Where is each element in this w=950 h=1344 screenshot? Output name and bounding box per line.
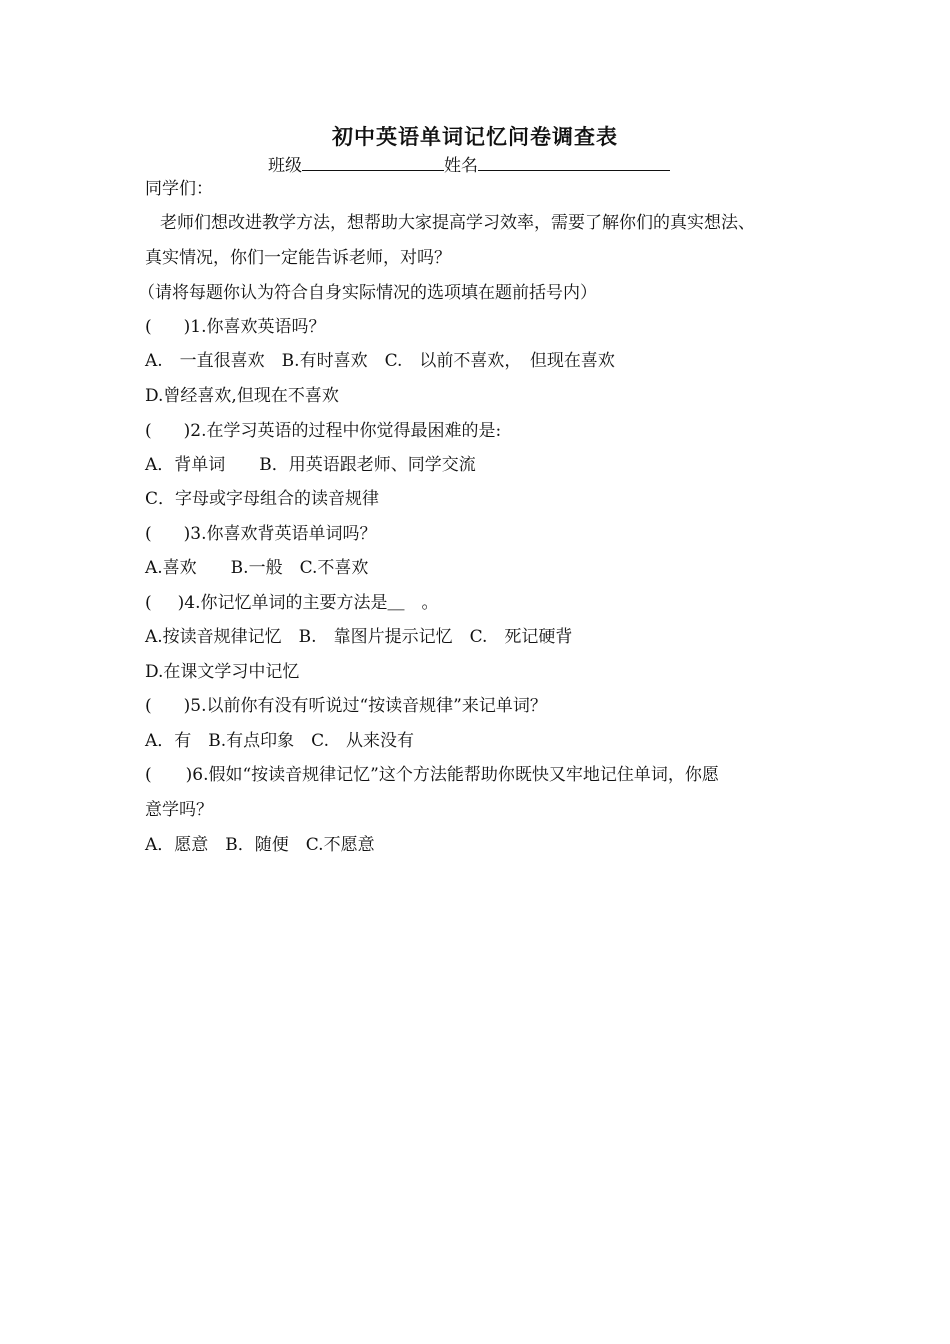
question-2 bbox=[145, 420, 501, 442]
question-4 bbox=[145, 592, 439, 614]
question-6-text-line-2: 意学吗？ bbox=[145, 800, 213, 820]
question-2-options-1: A．背单词 B．用英语跟老师、同学交流 bbox=[145, 455, 476, 475]
page-title: 初中英语单词记忆问卷调查表 bbox=[332, 124, 618, 149]
question-text: )5.以前你有没有听说过“按读音规律”来记单词？ bbox=[183, 696, 547, 716]
intro-line-2: 真实情况，你们一定能告诉老师，对吗？ bbox=[145, 248, 451, 268]
class-label: 班级 bbox=[268, 156, 302, 176]
question-6 bbox=[145, 764, 719, 786]
question-1-options-2: D.曾经喜欢,但现在不喜欢 bbox=[145, 386, 339, 406]
question-3-options-1: A.喜欢 B.一般 C.不喜欢 bbox=[145, 558, 369, 578]
answer-bracket-open: ( bbox=[145, 524, 152, 544]
question-text: )4.你记忆单词的主要方法是＿ 。 bbox=[177, 593, 439, 613]
question-text: )3.你喜欢背英语单词吗？ bbox=[183, 524, 377, 544]
name-label: 姓名 bbox=[444, 156, 478, 176]
answer-bracket-open: ( bbox=[145, 317, 152, 337]
question-text: )2.在学习英语的过程中你觉得最困难的是: bbox=[183, 421, 502, 441]
question-5 bbox=[145, 695, 547, 717]
question-6-options-1: A．愿意 B．随便 C.不愿意 bbox=[145, 835, 375, 855]
question-3 bbox=[145, 523, 377, 545]
answer-bracket-open: ( bbox=[145, 421, 152, 441]
question-5-options-1: A．有 B.有点印象 C. 从来没有 bbox=[145, 731, 414, 751]
intro-line-1: 老师们想改进教学方法，想帮助大家提高学习效率，需要了解你们的真实想法、 bbox=[160, 213, 755, 233]
question-1-options-1: A. 一直很喜欢 B.有时喜欢 C. 以前不喜欢， 但现在喜欢 bbox=[145, 351, 615, 371]
answer-bracket-open: ( bbox=[145, 765, 152, 785]
answer-bracket-open: ( bbox=[145, 593, 152, 613]
question-2-options-2: C．字母或字母组合的读音规律 bbox=[145, 489, 380, 509]
question-text: )6.假如“按读音规律记忆”这个方法能帮助你既快又牢地记住单词，你愿 bbox=[185, 765, 719, 785]
question-text: )1.你喜欢英语吗？ bbox=[183, 317, 326, 337]
name-blank[interactable] bbox=[478, 152, 670, 171]
class-blank[interactable] bbox=[302, 152, 444, 171]
greeting: 同学们： bbox=[145, 179, 213, 199]
class-name-row bbox=[268, 152, 670, 177]
question-4-options-1: A.按读音规律记忆 B. 靠图片提示记忆 C. 死记硬背 bbox=[145, 627, 573, 647]
question-4-options-2: D.在课文学习中记忆 bbox=[145, 662, 300, 682]
answer-bracket-open: ( bbox=[145, 696, 152, 716]
instruction: （请将每题你认为符合自身实际情况的选项填在题前括号内） bbox=[138, 283, 597, 303]
question-1 bbox=[145, 316, 326, 338]
